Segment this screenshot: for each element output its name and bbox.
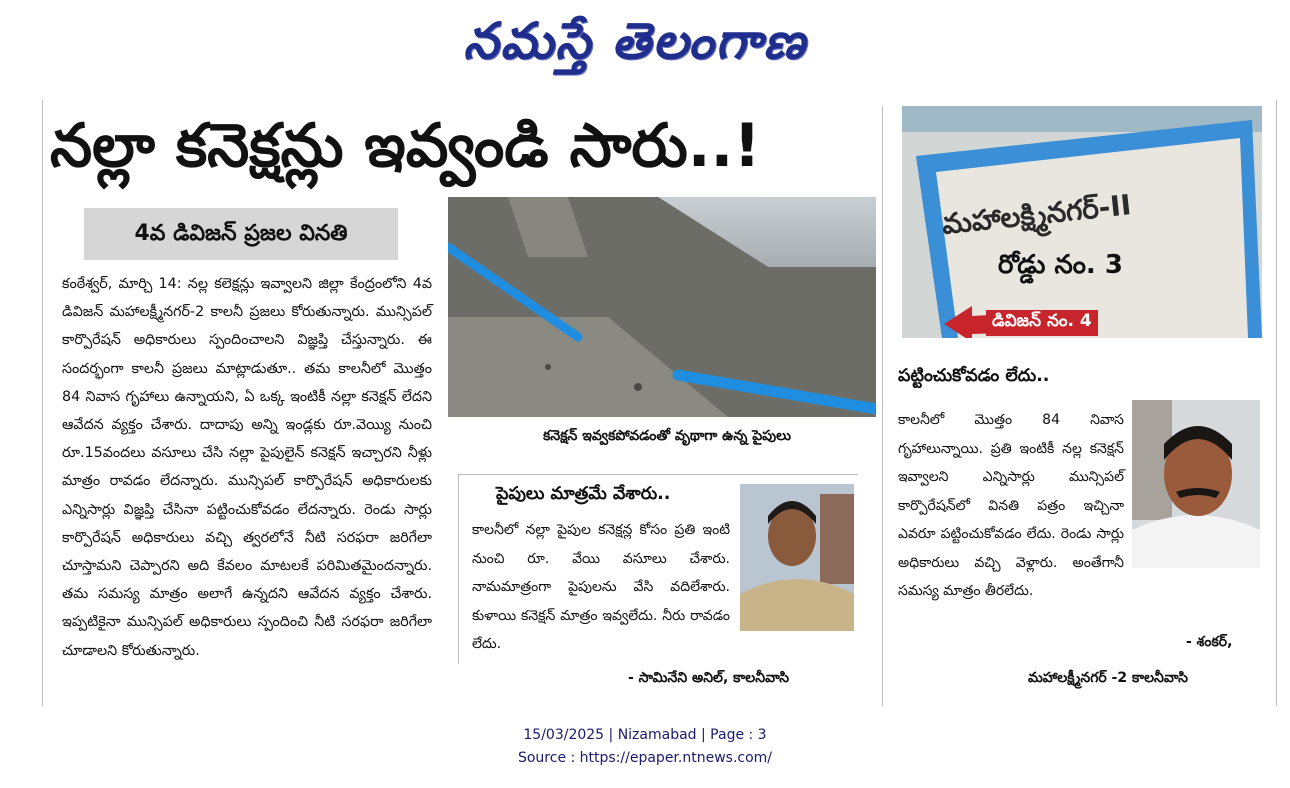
quote2-text: కాలనీలో మొత్తం 84 నివాస గృహాలున్నాయి. ప్రతి ఇంటికీ నల్ల కనెక్షన్ ఇవ్వాలని ఎన్నిసార్లు మున్సిపల్ కార్పొరేషన్‌లో వినతి పత్రం ఇచ్చినా ఎవరూ పట్టించుకోవడం లేదు. రెండు సార్లు అధికారులు వచ్చి వెళ్లారు. అంతేగానీ సమస్య మాత్రం తీరలేదు. xyxy=(898,412,1124,599)
right-border-line xyxy=(1276,100,1277,706)
sign-line-2: రోడ్డు నం. 3 xyxy=(998,250,1123,280)
shankar-portrait-photo xyxy=(1132,400,1260,568)
article-body: కంఠేశ్వర్, మార్చి 14: నల్ల కలెక్షన్లు ఇవ్వాలని జిల్లా కేంద్రంలోని 4వ డివిజన్ మహాలక్ష్మీనగర్-2 కాలనీ ప్రజలు కోరుతున్నారు. మున్సిపల్ కార్పొరేషన్ అధికారులు స్పందించాలని విజ్ఞప్తి చేస్తున్నారు. ఈ సందర్భంగా కాలనీ ప్రజలు మాట్లాడుతూ.. తమ కాలనీలో మొత్తం 84 నివాస గృహాలు ఉన్నాయని, ఏ ఒక్క ఇంటికీ నల్లా కనెక్షన్ లేదని ఆవేదన వ్యక్తం చేశారు. దాదాపు అన్ని ఇండ్లకు రూ.వెయ్యి నుంచి రూ.15వందలు వసూలు చేసి నల్లా పైపులైన్ కనెక్షన్ ఇచ్చారని నీళ్లు మాత్రం రావడం లేదన్నారు. మున్సిపల్ కార్పొరేషన్ అధికారులకు ఎన్నిసార్లు విజ్ఞప్తి చేసినా పట్టించుకోవడం లేదన్నారు. రెండు సార్లు కార్పొరేషన్ అధికారులు వచ్చి త్వరలోనే నీటి సరఫరా జరిగేలా చూస్తామని చెప్పారని అది కేవలం మాటలకే పరిమితమైందన్నారు. తమ సమస్య మాత్రం అలాగే ఉన్నదని ఆవేదన వ్యక్తం చేశారు. ఇప్పటికైనా మున్సిపల్ అధికారులు స్పందించి నీటి సరఫరా జరిగేలా చూడాలని కోరుతున్నారు. xyxy=(62,276,432,659)
column-divider xyxy=(882,106,883,706)
footer-source: Source : https://epaper.ntnews.com/ xyxy=(517,750,773,766)
quote2-byline-name: - శంకర్, xyxy=(1186,634,1233,650)
footer-date-edition: 15/03/2025 | Nizamabad | Page : 3 xyxy=(523,727,767,743)
quote2-byline-place: మహాలక్ష్మీనగర్ -2 కాలనీవాసి xyxy=(1028,670,1188,686)
quote1-border-top xyxy=(458,474,858,475)
quote1-heading: పైపులు మాత్రమే వేశారు.. xyxy=(496,484,671,504)
quote1-text: కాలనీలో నల్లా పైపుల కనెక్షన్ల కోసం ప్రతి ఇంటి నుంచి రూ. వేయి వసూలు చేశారు. నామమాత్రంగా పైపులను వేసి వదిలేశారు. కుళాయి కనెక్షన్ మాత్రం ఇవ్వలేదు. నీరు రావడం లేదు. xyxy=(472,522,730,652)
pipes-photo xyxy=(448,197,876,417)
sign-line-3: డివిజన్ నం. 4 xyxy=(986,310,1098,336)
shankar-portrait-illustration xyxy=(1132,400,1260,568)
masthead-logo: నమస్తే తెలంగాణ xyxy=(463,11,807,70)
anil-portrait-illustration xyxy=(740,484,854,631)
sign-line-1: మహాలక్ష్మినగర్-II xyxy=(940,188,1133,241)
anil-portrait-photo xyxy=(740,484,854,631)
photo-caption: కనెక్షన్ ఇవ్వకపోవడంతో వృథాగా ఉన్న పైపులు xyxy=(543,428,791,444)
sign-board-photo xyxy=(902,106,1262,338)
quote1-border xyxy=(458,474,459,664)
quote2-heading: పట్టించుకోవడం లేదు.. xyxy=(898,366,1050,386)
pipes-photo-illustration xyxy=(448,197,876,417)
headline: నల్లా కనెక్షన్లు ఇవ్వండి సారు..! xyxy=(50,111,761,181)
kicker-subheading: 4వ డివిజన్ ప్రజల వినతి xyxy=(84,208,398,260)
quote1-byline: - సామినేని అనిల్, కాలనీవాసి xyxy=(628,670,790,686)
left-border-line xyxy=(42,100,43,706)
